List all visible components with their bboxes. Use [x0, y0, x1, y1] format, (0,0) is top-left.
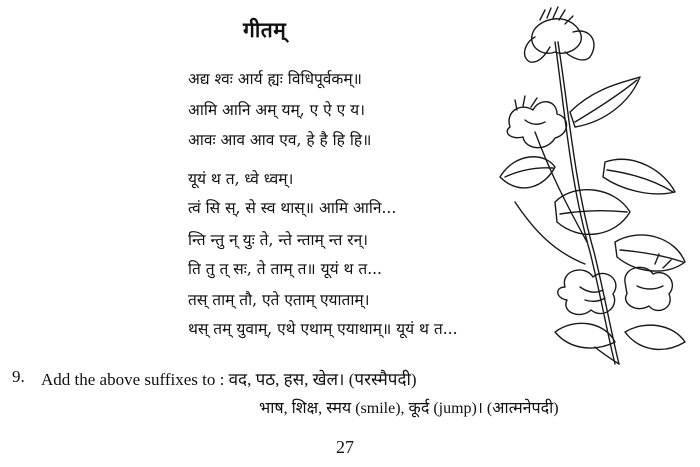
poem-line-3: आवः आव आव एव, हे है हि हि॥ [188, 131, 372, 149]
poem-line-1: अद्य श्वः आर्य ह्यः विधिपूर्वकम्॥ [188, 70, 362, 88]
poem-line-9: थस् तम् युवाम्, एथे एथाम् एयाथाम्॥ यूयं थ त... [188, 320, 458, 338]
poem-line-2: आमि आनि अम् यम्, ए ऐ ए य। [188, 101, 365, 119]
poem-line-4: यूयं थ त, ध्वे ध्वम्। [188, 170, 294, 188]
poem-line-8: तस् ताम् तौ, एते एताम् एयाताम्। [188, 291, 370, 309]
song-title: गीतम् [243, 17, 287, 42]
poem-line-7: ति तु त् सः, ते ताम् त॥ यूयं थ त... [188, 260, 382, 278]
exercise-instruction-continued: भाष, शिक्ष, स्मय (smile), कूर्द (jump)। (आत्मनेपदी) [259, 400, 559, 417]
poem-line-6: न्ति न्तु न् युः ते, न्ते न्ताम् न्त रन्। [188, 231, 369, 249]
exercise-number: 9. [12, 367, 25, 386]
exercise-instruction: Add the above suffixes to : वद, पठ, हस, खेल। (परस्मैपदी) [41, 370, 417, 389]
flower-illustration-icon [495, 2, 695, 367]
poem-line-5: त्वं सि स्, से स्व थास्॥ आमि आनि... [188, 199, 397, 217]
page-number: 27 [336, 437, 354, 457]
